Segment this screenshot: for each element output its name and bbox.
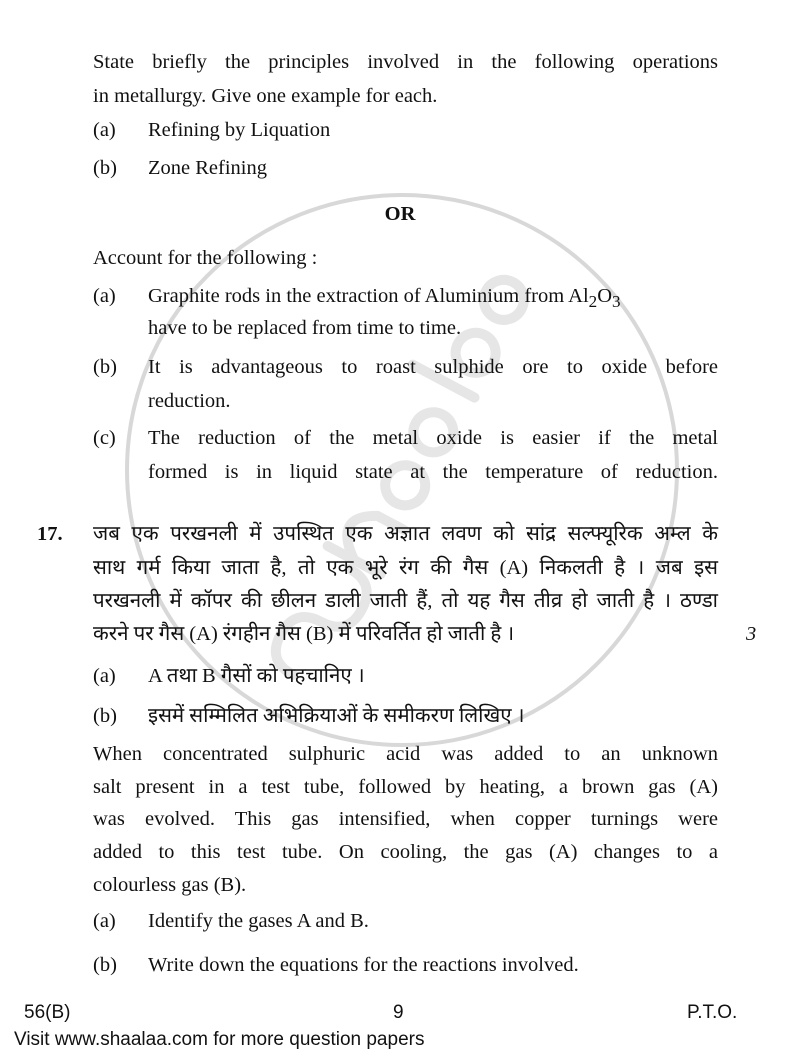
item-text: reduction. <box>148 390 231 412</box>
item-text: formed is in liquid state at the temperature of reduction. <box>148 461 718 483</box>
pto-label: P.T.O. <box>687 1002 738 1023</box>
item-label: (b) <box>93 705 117 727</box>
item-text: A तथा B गैसों को पहचानिए । <box>148 665 365 687</box>
item-label: (a) <box>93 119 116 141</box>
item-text-line <box>148 282 718 310</box>
marks: 3 <box>746 623 757 645</box>
item-text: The reduction of the metal oxide is easier if the metal <box>148 427 718 449</box>
item-label: (a) <box>93 910 116 932</box>
item-text: Refining by Liquation <box>148 119 331 141</box>
intro-line: in metallurgy. Give one example for each. <box>93 85 438 107</box>
item-text: Write down the equations for the reactions involved. <box>148 954 579 976</box>
item-label: (b) <box>93 157 117 179</box>
formula-o: O <box>597 285 613 307</box>
intro-line: State briefly the principles involved in the following operations <box>93 51 718 73</box>
or-heading: OR <box>384 203 416 225</box>
english-line: was evolved. This gas intensified, when copper turnings were <box>93 808 718 830</box>
item-text: Identify the gases A and B. <box>148 910 369 932</box>
english-line: added to this test tube. On cooling, the gas (A) changes to a <box>93 841 718 863</box>
item-label: (c) <box>93 427 116 449</box>
subscript: 3 <box>612 292 621 312</box>
question-number: 17. <box>37 523 63 545</box>
account-intro: Account for the following : <box>93 247 318 269</box>
hindi-line: करने पर गैस (A) रंगहीन गैस (B) में परिवर्तित हो जाती है । <box>93 623 515 645</box>
english-line: salt present in a test tube, followed by heating, a brown gas (A) <box>93 776 718 798</box>
hindi-line: परखनली में कॉपर की छीलन डाली जाती हैं, तो यह गैस तीव्र हो जाती है । ठण्डा <box>93 590 718 612</box>
item-label: (b) <box>93 954 117 976</box>
item-text: It is advantageous to roast sulphide ore to oxide before <box>148 356 718 378</box>
page-number: 9 <box>393 1002 404 1023</box>
visit-link[interactable]: Visit www.shaalaa.com for more question papers <box>14 1029 425 1050</box>
item-label: (b) <box>93 356 117 378</box>
subscript: 2 <box>588 292 598 312</box>
item-label: (a) <box>93 285 116 307</box>
english-line: colourless gas (B). <box>93 874 247 896</box>
english-line: When concentrated sulphuric acid was added to an unknown <box>93 743 718 765</box>
item-text: Zone Refining <box>148 157 267 179</box>
item-text: Graphite rods in the extraction of Aluminium from Al <box>148 285 589 307</box>
hindi-line: जब एक परखनली में उपस्थित एक अज्ञात लवण को सांद्र सल्फ्यूरिक अम्ल के <box>93 523 718 545</box>
item-text: have to be replaced from time to time. <box>148 317 462 339</box>
item-text: इसमें सम्मिलित अभिक्रियाओं के समीकरण लिखिए । <box>148 705 525 727</box>
paper-code: 56(B) <box>24 1002 71 1023</box>
hindi-line: साथ गर्म किया जाता है, तो एक भूरे रंग की गैस (A) निकलती है । जब इस <box>93 557 718 579</box>
item-label: (a) <box>93 665 116 687</box>
